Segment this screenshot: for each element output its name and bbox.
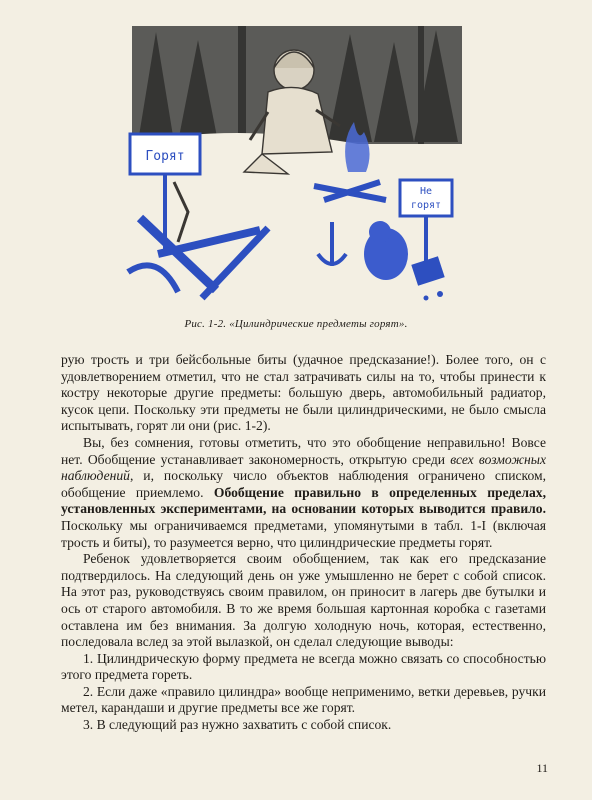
text-span: Поскольку мы ограничиваемся предметами, упомянутыми в табл. 1-I (включая трость и биты), то разумеется верно, что цилиндрические предметы горят. [61,517,546,550]
italic-text: всех возможных наблюдений [61,451,546,484]
text-span: Вы, без сомнения, готовы отметить, что это обобщение неправильно! Вовсе нет. Обобщение устанавливает закономерность, открытую среди [61,434,546,467]
sign-not-burn-label-2: горят [410,200,442,211]
paragraph [61,684,546,717]
text-span: 2. Если даже «правило цилиндра» вообще неприменимо, ветки деревьев, ручки метел, карандаши и другие предметы все же горят. [61,683,546,716]
text-span: рую трость и три бейсбольные биты (удачное предсказание!). Более того, он с удовлетворением отметил, что не стал затрачивать силы на то, чтобы принести к костру некоторые другие предметы: большую дверь, автомобильный радиатор, кусок цепи. Поскольку эти предметы не были цилиндрическими, не было смысла испытывать, горят ли они (рис. 1-2). [61,352,546,434]
sign-not-burn [400,180,452,262]
text-span: 3. В следующий раз нужно захватить с собой список. [83,717,392,733]
paragraph [61,352,546,435]
body-text [61,352,546,734]
figure-caption: Рис. 1-2. «Цилиндрические предметы горят». [184,318,408,330]
text-span: Ребенок удовлетворяется своим обобщением, так как его предсказание подтвердилось. На следующий день он уже умышленно не берет с собой список. На этот раз, руководствуясь своим правилом, он приносит в лагерь две бутылки и ось от старого автомобиля. В то же время большая картонная коробка с газетами оставлена им без внимания. За долгую холодную ночь, которая, естественно, последовала вслед за этой вылазкой, он сделал следующие выводы: [61,551,546,650]
sign-not-burn-label-1: Не [419,186,433,197]
sign-burn [130,134,200,252]
paragraph [61,717,546,734]
figure-illustration [118,22,470,312]
bold-text: Обобщение правильно в определенных пределах, установленных экспериментами, на основании которых выводится правило. [61,484,547,517]
text-span: 1. Цилиндрическую форму предмета не всегда можно связать со способностью этого предмета гореть. [61,650,546,683]
page-number: 11 [536,761,548,775]
cylindrical-objects [128,182,268,298]
paragraph [61,435,546,551]
sign-burn-label: Горят [145,149,185,164]
text-span: , и, поскольку число объектов наблюдения ограничено списком, обобщение приемлемо. [61,468,546,500]
paragraph [61,651,546,684]
paragraph [61,551,546,651]
